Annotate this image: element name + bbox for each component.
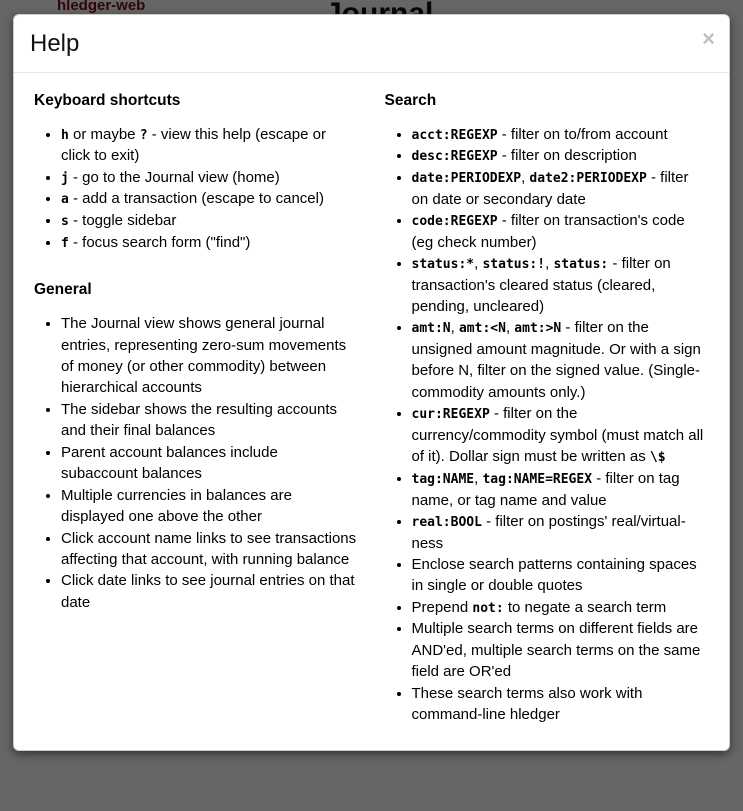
list-item: • code:REGEXP - filter on transaction's code (eg check number) (412, 210, 710, 253)
code-span: tag:NAME=REGEX (482, 471, 593, 487)
code-span: f (61, 235, 69, 251)
code-span: tag:NAME (411, 471, 475, 487)
section-heading-general: General (34, 281, 92, 299)
list-item: • Click account name links to see transactions affecting that account, with running balance (61, 528, 359, 571)
help-column-left (34, 92, 359, 726)
list-item: • desc:REGEXP - filter on description (412, 145, 710, 167)
help-column-right (385, 92, 710, 726)
list-item: • These search terms also work with command-line hledger (412, 683, 710, 726)
code-span: cur:REGEXP (411, 407, 490, 423)
code-span: desc:REGEXP (411, 149, 498, 165)
list-item: • The Journal view shows general journal entries, representing zero-sum movements of money (or other commodity) between hierarchical accounts (61, 313, 359, 399)
list-item: • s - toggle sidebar (61, 210, 359, 232)
list-item: • f - focus search form ("find") (61, 232, 359, 254)
list-item: • Click date links to see journal entries on that date (61, 570, 359, 613)
code-span: a (61, 192, 69, 208)
code-span: j (61, 170, 69, 186)
list-item: • The sidebar shows the resulting accounts and their final balances (61, 399, 359, 442)
list-item: • Multiple currencies in balances are displayed one above the other (61, 485, 359, 528)
list-item: • date:PERIODEXP, date2:PERIODEXP - filter on date or secondary date (412, 167, 710, 210)
code-span: date2:PERIODEXP (529, 170, 647, 186)
section-heading-search: Search (384, 91, 437, 109)
list-item: • a - add a transaction (escape to cancel) (61, 188, 359, 210)
section-heading-keyboard-shortcuts: Keyboard shortcuts (34, 91, 181, 109)
code-span: acct:REGEXP (411, 127, 498, 143)
code-span: status:! (482, 256, 546, 272)
code-span: status: (553, 256, 609, 272)
code-span: date:PERIODEXP (411, 170, 522, 186)
list-item: • acct:REGEXP - filter on to/from account (412, 124, 710, 146)
code-span: h (61, 127, 69, 143)
close-icon[interactable]: × (702, 26, 715, 51)
code-span: amt:N (411, 321, 451, 337)
list-item: • j - go to the Journal view (home) (61, 167, 359, 189)
list-item: • Enclose search patterns containing spaces in single or double quotes (412, 554, 710, 597)
list-item: • tag:NAME, tag:NAME=REGEX - filter on tag name, or tag name and value (412, 468, 710, 511)
list-item: • Prepend not: to negate a search term (412, 597, 710, 619)
code-span: not: (472, 600, 504, 616)
list-item: • amt:N, amt:<N, amt:>N - filter on the unsigned amount magnitude. Or with a sign before N, filter on the signed value. (Single-commodity amounts only.) (412, 317, 710, 403)
code-span: amt:>N (514, 321, 562, 337)
code-span: ? (139, 127, 148, 143)
code-span: \$ (649, 450, 666, 466)
modal-title: Help (30, 30, 80, 57)
code-span: status:* (411, 256, 475, 272)
general-list (34, 313, 359, 613)
list-item: • cur:REGEXP - filter on the currency/commodity symbol (must match all of it). Dollar sign must be written as \$ (412, 403, 710, 468)
modal-header (14, 15, 729, 73)
list-item: • Multiple search terms on different fields are AND'ed, multiple search terms on the same field are OR'ed (412, 618, 710, 682)
list-item: • h or maybe ? - view this help (escape or click to exit) (61, 124, 359, 167)
list-item: • real:BOOL - filter on postings' real/virtual-ness (412, 511, 710, 554)
list-item: • status:*, status:!, status: - filter on transaction's cleared status (cleared, pending, uncleared) (412, 253, 710, 317)
code-span: code:REGEXP (411, 213, 498, 229)
code-span: amt:<N (458, 321, 506, 337)
code-span: real:BOOL (411, 514, 482, 530)
search-list (385, 124, 710, 726)
code-span: s (61, 213, 69, 229)
keyboard-shortcuts-list (34, 124, 359, 253)
list-item: • Parent account balances include subaccount balances (61, 442, 359, 485)
modal-body (14, 73, 729, 750)
help-modal (13, 14, 730, 751)
